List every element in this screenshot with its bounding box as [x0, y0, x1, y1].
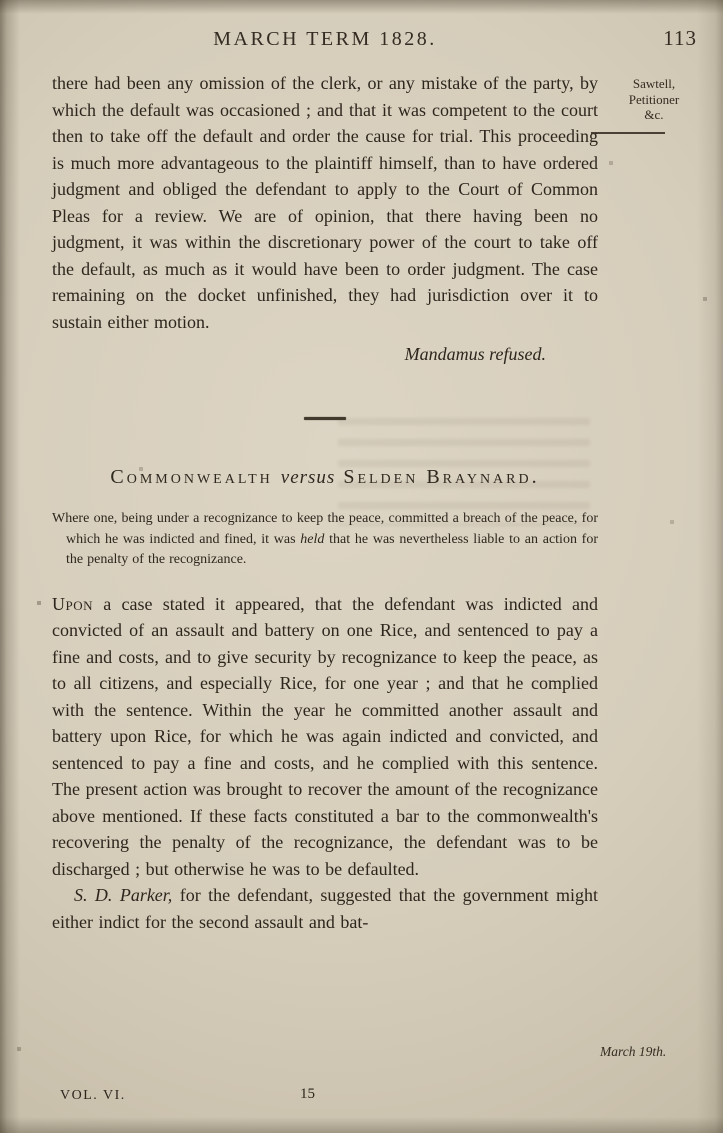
counsel-name: S. D. Parker,	[74, 885, 173, 905]
section-divider	[304, 417, 346, 420]
signature-number: 15	[300, 1086, 315, 1102]
margin-note-line: Sawtell,	[632, 76, 676, 91]
text-column	[52, 70, 598, 935]
margin-rule	[591, 132, 665, 134]
argument-paragraph	[52, 882, 598, 935]
case-statement-paragraph	[52, 591, 598, 883]
margin-date-text: March 19th.	[600, 1044, 667, 1059]
ruling-text: Mandamus refused.	[404, 344, 546, 364]
ruling-line	[52, 341, 598, 367]
headnote	[52, 509, 598, 571]
running-title: MARCH TERM 1828.	[213, 28, 437, 50]
statement-text: a case stated it appeared, that the defendant was indicted and convicted of an assault and battery on one Rice, and sentenced to pay a fine and costs, and to give security by recognizance to keep the peace, as to all citizens, and especially Rice, for one year ; and that he complied with the sentence. Within the year he committed another assault and battery upon Rice, for which he was again indicted and convicted, and sentenced to pay a fine and costs, and he complied with this sentence. The present action was brought to recover the amount of the recognizance above mentioned. If these facts constituted a bar to the commonwealth's recovering the penalty of the recognizance, the defendant was to be discharged ; but otherwise he was to be defaulted.	[52, 593, 598, 879]
case-title	[52, 466, 598, 489]
page-number: 113	[663, 26, 697, 50]
paper-specks	[0, 0, 2, 2]
argument-text: for the defendant, suggested that the government might either indict for the second assault and bat-	[52, 885, 598, 932]
case-title-party2: Selden Braynard.	[343, 466, 540, 488]
margin-note-case-name	[596, 76, 712, 123]
margin-note-date	[600, 1044, 718, 1060]
margin-note-line: &c.	[644, 107, 664, 122]
case-title-party1: Commonwealth	[110, 466, 273, 488]
case-title-versus: versus	[280, 467, 336, 488]
opinion-continuation-paragraph: there had been any omission of the clerk, or any mistake of the party, by which the default was occasioned ; and that it was competent to the court then to take off the default and order the cause for trial. This proceeding is much more advantageous to the plaintiff himself, than to have ordered judgment and obliged the defendant to apply to the Court of Common Pleas for a review. We are of opinion, that there having been no judgment, it was within the discretionary power of the court to take off the default, as much as it would have been to order judgment. The case remaining on the docket unfinished, they had jurisdiction over it to sustain either motion.	[52, 73, 598, 332]
statement-lead-word: Upon	[52, 593, 94, 614]
volume-label: VOL. VI.	[60, 1088, 126, 1103]
margin-note-line: Petitioner	[628, 91, 680, 107]
headnote-text: that he was nevertheless liable to an action for the penalty of the recognizance.	[66, 531, 599, 567]
headnote-text: Where one, being under a recognizance to keep the peace, committed a breach of the peace, for which he was indicted and fined, it was	[52, 511, 598, 547]
headnote-emphasis: held	[300, 531, 325, 547]
